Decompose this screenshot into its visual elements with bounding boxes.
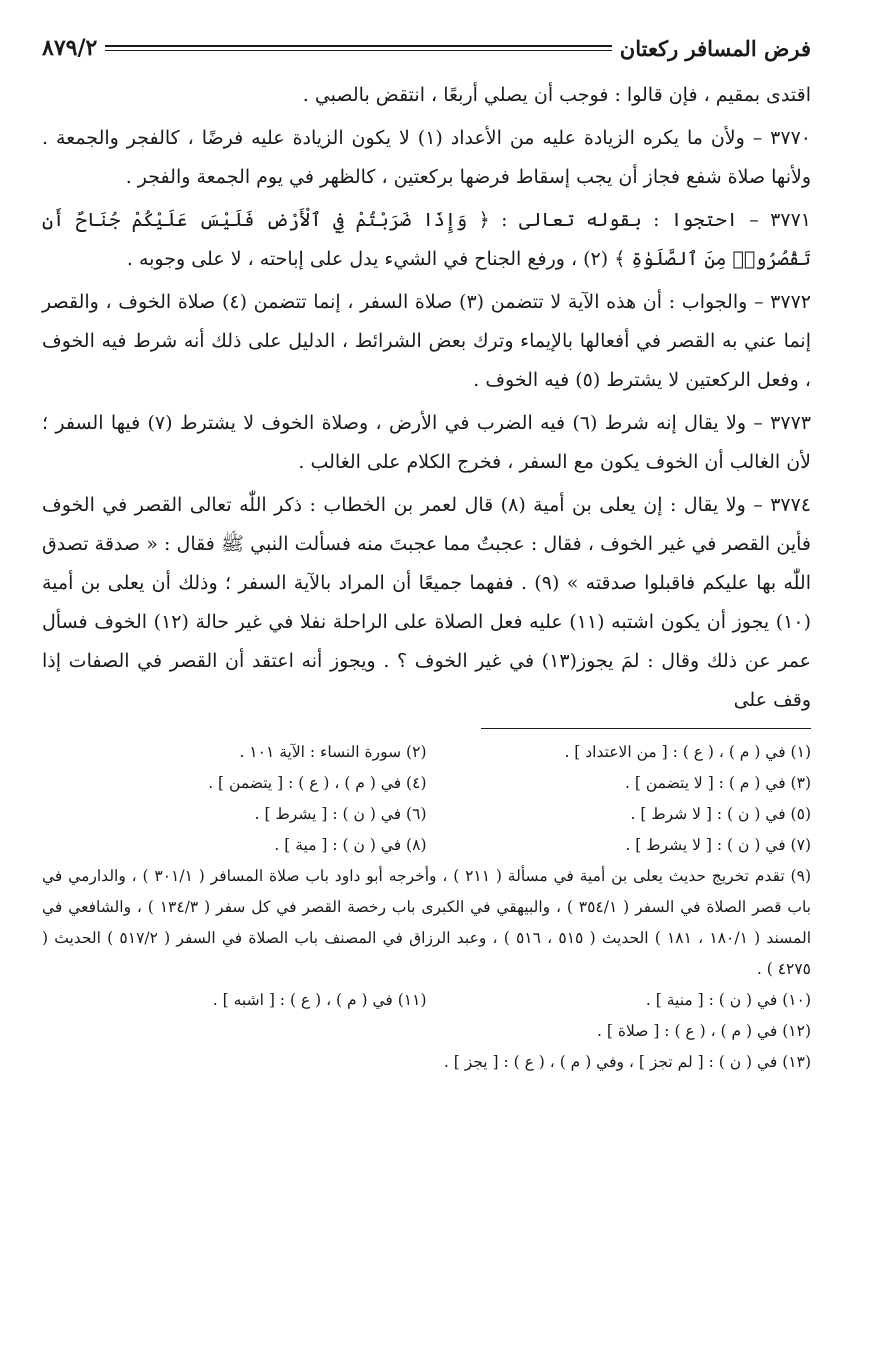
footnote: (٦) في ( ن ) : [ يشرط ] .: [254, 805, 427, 823]
footnote-separator: [481, 728, 811, 729]
page-number: ٨٧٩/٢: [42, 35, 98, 61]
footnotes: [42, 737, 811, 1078]
paragraph: ٣٧٧٤ – ولا يقال : إن يعلى بن أمية (٨) قال لعمر بن الخطاب : ذكر اللّٰه تعالى القصر في الخوف فأين القصر في غير الخوف ، فقال : عجبتُ مما عجبتَ منه فسألت النبي ﷺ فقال : « صدقة تصدق اللّٰه بها عليكم فاقبلوا صدقته » (٩) . ففهما جميعًا أن المراد بالآية السفر ؛ وذلك أن يعلى بن أمية (١٠) يجوز أن يكون اشتبه (١١) عليه فعل الصلاة على الراحلة نفلا في غير حالة (١٢) الخوف فسأل عمر عن ذلك وقال : لمَ يجوز(١٣) في غير الخوف ؟ . ويجوز أنه اعتقد أن القصر في الصفات إذا وقف على: [42, 494, 812, 711]
running-title: فرض المسافر ركعتان: [619, 35, 811, 61]
footnote-row: [42, 985, 811, 1016]
paragraph: اقتدى بمقيم ، فإن قالوا : فوجب أن يصلي أربعًا ، انتقض بالصبي .: [302, 84, 811, 106]
paragraph: ٣٧٧٠ – ولأن ما يكره الزيادة عليه من الأعداد (١) لا يكون الزيادة عليه فرضًا ، كالفجر والجمعة . ولأنها صلاة شفع فجاز أن يجب إسقاط فرضها بركعتين ، كالظهر في يوم الجمعة والفجر .: [42, 127, 811, 188]
footnote-row: [42, 799, 811, 830]
paragraph: ٣٧٧٢ – والجواب : أن هذه الآية لا تتضمن (٣) صلاة السفر ، إنما تتضمن (٤) صلاة الخوف ، والقصر إنما عني به القصر في أفعالها بالإيماء وترك بعض الشرائط ، الدليل على ذلك أنه شرط فيه الخوف ، وفعل الركعتين لا يشترط (٥) فيه الخوف .: [42, 291, 811, 391]
footnote-row: [42, 830, 811, 861]
footnote: (١٢) في ( م ) ، ( ع ) : [ صلاة ] .: [597, 1022, 811, 1040]
footnote-row: [42, 768, 811, 799]
footnote: (٣) في ( م ) : [ لا يتضمن ] .: [624, 774, 811, 792]
footnote: (٤) في ( م ) ، ( ع ) : [ يتضمن ] .: [208, 774, 427, 792]
footnote: (١٣) في ( ن ) : [ لم تجز ] ، وفي ( م ) ، ( ع ) : [ يجز ] .: [443, 1053, 811, 1071]
footnote: (٩) تقدم تخريج حديث يعلى بن أمية في مسألة ( ٢١١ ) ، وأخرجه أبو داود باب صلاة المسافر ( ٣٠١/١ ) ، والدارمي في باب قصر الصلاة في السفر ( ٣٥٤/١ ) ، والبيهقي في الكبرى باب رخصة القصر في كل سفر ( ١٣٤/٣ ) ، والشافعي في المسند ( ١٨٠/١ ، ١٨١ ) الحديث ( ٥١٥ ، ٥١٦ ) ، وعبد الرزاق في المصنف باب الصلاة في السفر ( ٥١٧/٢ ) الحديث ( ٤٢٧٥ ) .: [42, 867, 812, 978]
footnote-row: [42, 737, 811, 768]
footnote: (١١) في ( م ) ، ( ع ) : [ اشبه ] .: [212, 991, 427, 1009]
paragraph: ٣٧٧٣ – ولا يقال إنه شرط (٦) فيه الضرب في الأرض ، وصلاة الخوف لا يشترط (٧) فيها السفر ؛ لأن الغالب أن الخوف يكون مع السفر ، فخرج الكلام على الغالب .: [42, 412, 811, 473]
footnote: (٨) في ( ن ) : [ مية ] .: [274, 836, 427, 854]
footnote: (١٠) في ( ن ) : [ منية ] .: [645, 991, 811, 1009]
header-rule: [105, 45, 611, 51]
page-header: [42, 28, 811, 68]
main-text: [42, 76, 811, 720]
footnote: (٧) في ( ن ) : [ لا يشرط ] .: [625, 836, 811, 854]
footnote: (١) في ( م ) ، ( ع ) : [ من الاعتداد ] .: [564, 743, 811, 761]
paragraph: ٣٧٧١ – احتجوا : بقوله تعالى : ﴿ وَإِذَا ضَرَبْتُمْ فِي ٱلْأَرْضِ فَلَيْسَ عَلَيْكُمْ جُنَاحٌ أَن تَقْصُرُوا۟ مِنَ ٱلصَّلَوٰةِ ﴾ (٢) ، ورفع الجناح في الشيء يدل على إباحته ، لا على وجوبه .: [42, 209, 811, 270]
footnote: (٥) في ( ن ) : [ لا شرط ] .: [630, 805, 811, 823]
footnote: (٢) سورة النساء : الآية ١٠١ .: [239, 743, 427, 761]
